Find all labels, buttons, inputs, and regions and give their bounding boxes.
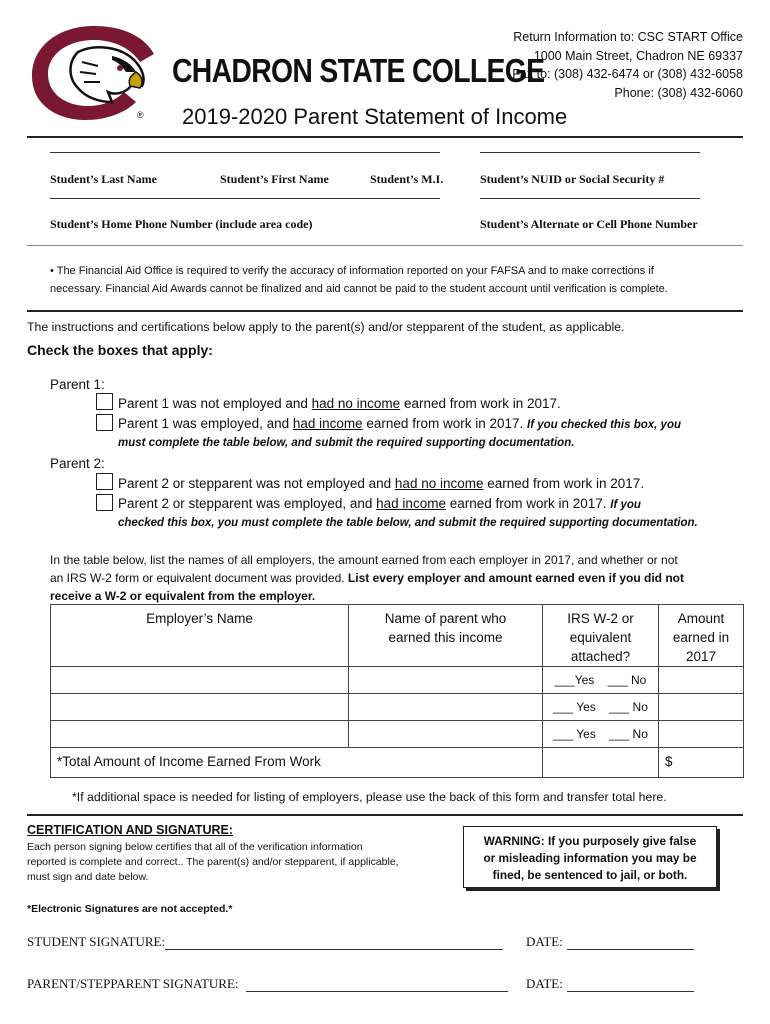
student-home-phone-line[interactable] — [50, 198, 440, 199]
additional-space-note: *If additional space is needed for listing of employers, please use the back of this form and transfer total here. — [72, 790, 667, 804]
text: earned from work in 2017. — [483, 476, 645, 491]
text: earned from work in 2017. — [445, 496, 611, 511]
label-mi: Student’s M.I. — [370, 172, 444, 186]
text: earned from work in 2017. — [362, 416, 527, 431]
parent1-employed-text — [118, 416, 681, 431]
cert-line: must sign and date below. — [27, 871, 149, 883]
student-signature-label: STUDENT SIGNATURE: — [27, 934, 166, 949]
employer-name-cell[interactable] — [51, 667, 349, 694]
total-label: *Total Amount of Income Earned From Work — [57, 754, 321, 769]
text: Parent 1 was not employed and — [118, 396, 312, 411]
student-signature-line[interactable] — [165, 935, 503, 950]
check-heading: Check the boxes that apply: — [27, 342, 213, 358]
certification-rule — [27, 814, 743, 816]
yes-option[interactable]: ___ Yes — [553, 700, 596, 714]
student-name-line[interactable] — [50, 152, 440, 153]
table-row — [51, 694, 744, 721]
student-date-label: DATE: — [526, 934, 563, 949]
parent-date-label: DATE: — [526, 976, 563, 991]
underlined-text: had income — [292, 416, 363, 431]
note-text: If you checked this box, you — [527, 419, 682, 431]
employer-table — [50, 604, 744, 778]
college-logo-eagle — [24, 22, 164, 122]
notice-line: The Financial Aid Office is required to verify the accuracy of information reported on your FAFSA and to make corrections if — [56, 265, 654, 277]
warning-line: WARNING: If you purposely give false — [483, 834, 697, 848]
warning-text — [463, 833, 717, 884]
yes-option[interactable]: ___ Yes — [553, 727, 596, 741]
return-line: Return Information to: CSC START Office — [513, 30, 743, 44]
header-w2: IRS W-2 or equivalent attached? — [543, 605, 659, 667]
total-row — [51, 748, 744, 778]
notice-line: necessary. Financial Aid Awards cannot be finalized and aid cannot be paid to the student account until verification is complete. — [50, 283, 668, 295]
intro-line: an IRS W-2 form or equivalent document was provided. — [50, 571, 348, 585]
yes-option[interactable]: ___Yes — [554, 673, 595, 687]
cert-line: reported is complete and correct.. The parent(s) and/or stepparent, if applicable, — [27, 856, 399, 868]
w2-cell[interactable] — [543, 694, 659, 721]
student-date-line[interactable] — [567, 935, 694, 950]
table-row — [51, 667, 744, 694]
amount-cell[interactable] — [659, 721, 744, 748]
parent2-employed-text — [118, 496, 641, 511]
cert-line: Each person signing below certifies that all of the verification information — [27, 841, 363, 853]
parent1-employed-checkbox[interactable] — [96, 414, 113, 431]
total-blank-cell — [543, 748, 659, 778]
parent2-note-line2: checked this box, you must complete the table below, and submit the required supporting documentation. — [118, 517, 698, 529]
student-nuid-line[interactable] — [480, 152, 700, 153]
label-nuid: Student’s NUID or Social Security # — [480, 172, 665, 186]
return-line: Phone: (308) 432-6060 — [614, 85, 743, 100]
label-alt-phone: Student’s Alternate or Cell Phone Number — [480, 217, 698, 231]
table-intro — [50, 551, 684, 605]
return-line: Fax to: (308) 432-6474 or (308) 432-6058 — [512, 67, 743, 81]
no-option[interactable]: ___ No — [609, 700, 648, 714]
employer-name-cell[interactable] — [51, 694, 349, 721]
no-option[interactable]: ___ No — [607, 673, 647, 687]
parent1-not-employed-text — [118, 396, 561, 411]
instructions-text: The instructions and certifications below apply to the parent(s) and/or stepparent of the student, as applicable. — [27, 320, 625, 334]
parent1-note-line2: must complete the table below, and submit the required supporting documentation. — [118, 437, 575, 449]
parent1-label: Parent 1: — [50, 377, 105, 392]
note-text: If you — [610, 499, 641, 511]
total-amount-cell[interactable] — [659, 748, 744, 778]
text: Parent 2 or stepparent was not employed and — [118, 476, 395, 491]
notice-bullet: • — [50, 265, 54, 277]
table-header-row — [51, 605, 744, 667]
underlined-text: had income — [376, 496, 446, 511]
form-title: 2019-2020 Parent Statement of Income — [182, 104, 568, 129]
parent-date-line[interactable] — [567, 977, 694, 992]
w2-cell[interactable] — [543, 667, 659, 694]
fields-rule — [27, 245, 743, 246]
amount-cell[interactable] — [659, 667, 744, 694]
fafsa-notice — [50, 262, 668, 298]
parent1-not-employed-checkbox[interactable] — [96, 393, 113, 410]
title-rule — [27, 136, 743, 138]
text: earned from work in 2017. — [400, 396, 561, 411]
warning-line: fined, be sentenced to jail, or both. — [492, 868, 688, 882]
intro-line: In the table below, list the names of all employers, the amount earned from each employer in 2017, and whether or not — [50, 553, 678, 567]
certification-text — [27, 840, 399, 885]
label-first-name: Student’s First Name — [220, 172, 329, 186]
warning-line: or misleading information you may be — [483, 851, 697, 865]
parent2-not-employed-checkbox[interactable] — [96, 473, 113, 490]
electronic-signature-note: *Electronic Signatures are not accepted.* — [27, 903, 233, 915]
parent-name-cell[interactable] — [349, 667, 543, 694]
parent-signature-label: PARENT/STEPPARENT SIGNATURE: — [27, 976, 239, 991]
text: Parent 2 or stepparent was employed, and — [118, 496, 377, 511]
underlined-text: had no income — [394, 476, 484, 491]
certification-heading: CERTIFICATION AND SIGNATURE: — [27, 823, 234, 837]
amount-cell[interactable] — [659, 694, 744, 721]
return-line: 1000 Main Street, Chadron NE 69337 — [533, 48, 743, 63]
parent2-not-employed-text — [118, 476, 644, 491]
header-parent-name: Name of parent who earned this income — [349, 605, 543, 667]
employer-name-cell[interactable] — [51, 721, 349, 748]
text: Parent 1 was employed, and — [118, 416, 293, 431]
parent-name-cell[interactable] — [349, 694, 543, 721]
no-option[interactable]: ___ No — [609, 727, 648, 741]
label-last-name: Student’s Last Name — [50, 172, 157, 186]
header-amount: Amount earned in 2017 — [659, 605, 744, 667]
w2-cell[interactable] — [543, 721, 659, 748]
intro-bold: List every employer and amount earned even if you did not — [347, 571, 684, 585]
parent2-employed-checkbox[interactable] — [96, 494, 113, 511]
currency-symbol: $ — [665, 754, 673, 769]
student-alt-phone-line[interactable] — [480, 198, 700, 199]
total-label-cell — [51, 748, 543, 778]
header-employer-name: Employer’s Name — [51, 605, 349, 667]
notice-rule — [27, 310, 743, 312]
table-row — [51, 721, 744, 748]
label-home-phone: Student’s Home Phone Number (include area code) — [50, 217, 313, 231]
registered-mark: ® — [137, 110, 144, 120]
intro-bold: receive a W-2 or equivalent from the employer. — [50, 589, 316, 603]
parent-signature-line[interactable] — [246, 977, 508, 992]
parent-name-cell[interactable] — [349, 721, 543, 748]
return-info — [512, 28, 743, 102]
parent2-label: Parent 2: — [50, 456, 105, 471]
college-name: CHADRON STATE COLLEGE — [172, 52, 545, 89]
underlined-text: had no income — [311, 396, 401, 411]
